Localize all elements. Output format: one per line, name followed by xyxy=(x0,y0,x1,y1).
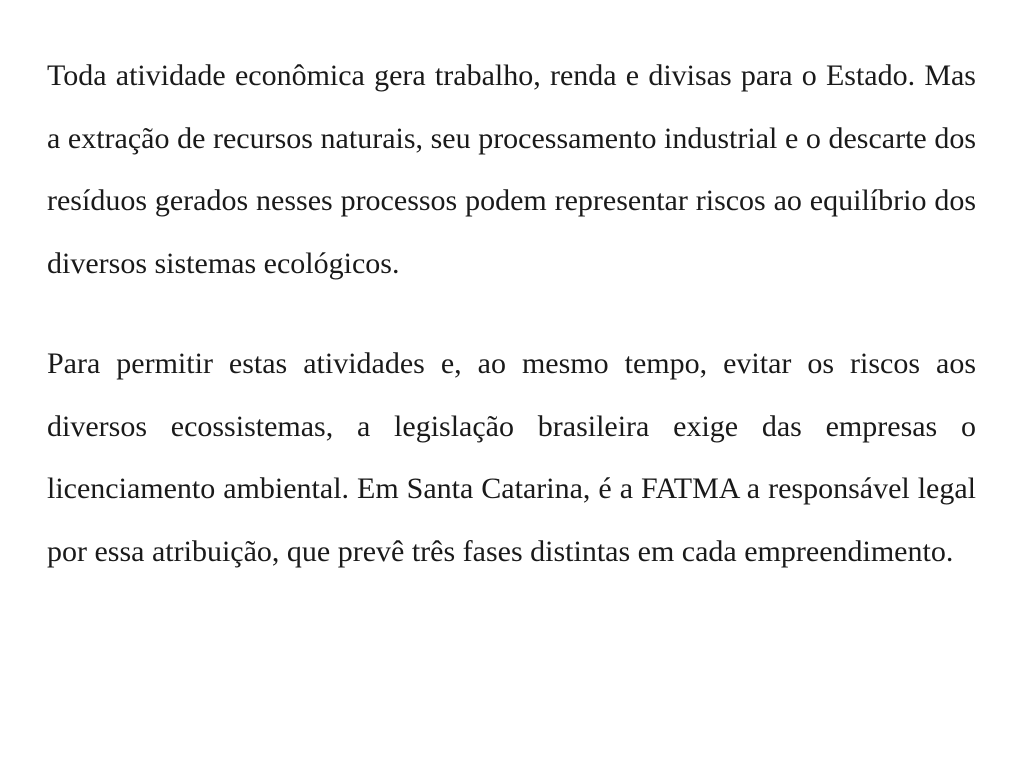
paragraph-2: Para permitir estas atividades e, ao mesmo tempo, evitar os riscos aos diversos ecossistemas, a legislação brasileira exige das empresas o licenciamento ambiental. Em Santa Catarina, é a FATMA a responsável legal por essa atribuição, que prevê três fases distintas em cada empreendimento. xyxy=(47,347,976,568)
paragraph-1: Toda atividade econômica gera trabalho, renda e divisas para o Estado. Mas a extração de recursos naturais, seu processamento industrial e o descarte dos resíduos gerados nesses processos podem representar riscos ao equilíbrio dos diversos sistemas ecológicos. xyxy=(47,59,976,280)
